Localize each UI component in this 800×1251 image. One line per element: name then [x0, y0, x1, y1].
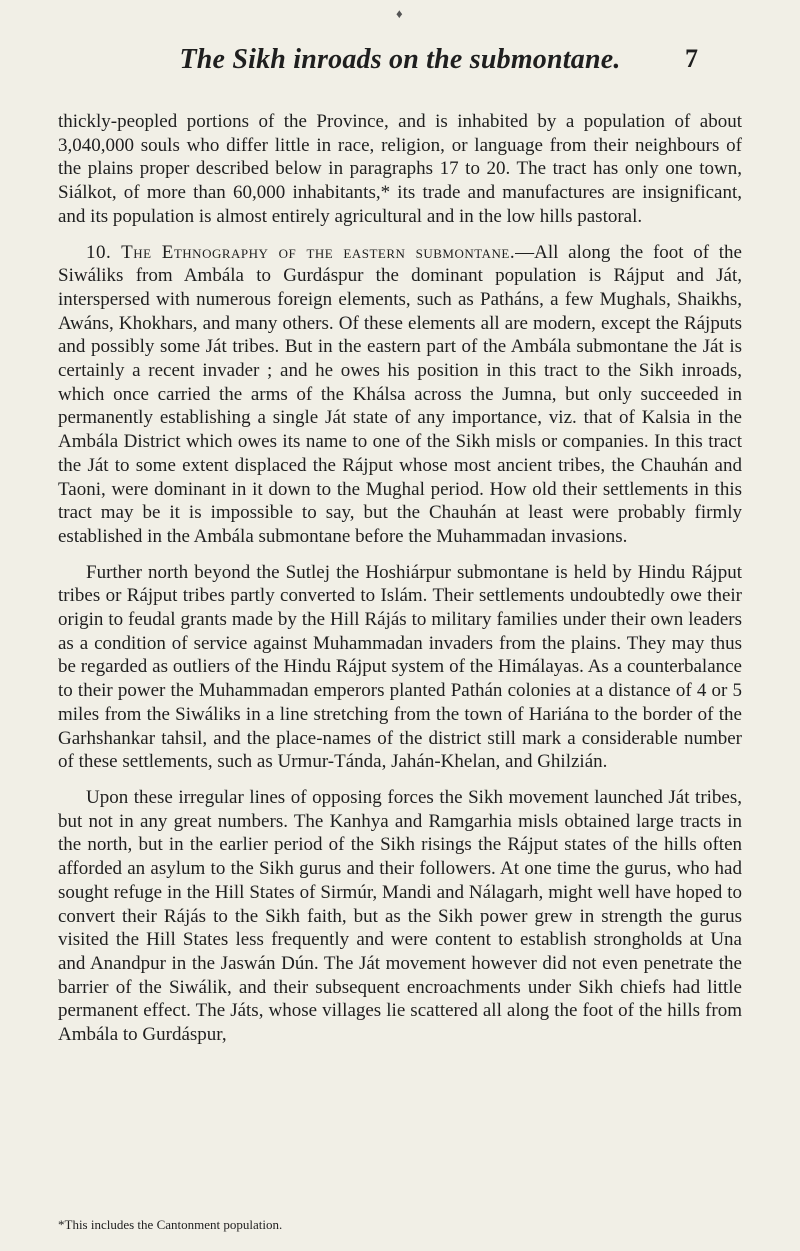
- paragraph-4: Upon these irregular lines of opposing forces the Sikh movement launched Ját tribes, but not in any great numbers. The Kanhya and Ramgarhia misls obtained large tracts in the north, but in the earlier period of the Sikh risings the Rájput states of the hills often afforded an asylum to the Sikh gurus and their followers. At one time the gurus, who had sought refuge in the Hill States of Sirmúr, Mandi and Nálagarh, might well have hoped to convert their Rájás to the Sikh faith, but as the Sikh power grew in strength the gurus visited the Hill States less frequently and were content to establish strongholds at Una and Anandpur in the Jaswán Dún. The Ját movement however did not even penetrate the barrier of the Siwálik, and their subsequent encroachments under Sikh chiefs had little permanent effect. The Játs, whose villages lie scattered all along the foot of the hills from Ambála to Gurdáspur,: [58, 786, 742, 1046]
- paragraph-2-body: —All along the foot of the Siwáliks from Ambála to Gurdáspur the dominant population is Rájput and Ját, interspersed with numerous foreign elements, such as Patháns, a few Mughals, Shaikhs, Awáns, Khokhars, and many others. Of these elements all are modern, except the Rájputs and possibly some Ját tribes. But in the eastern part of the Ambála submontane the Ját is certainly a recent invader ; and he owes his position in this tract to the Sikh inroads, which once carried the arms of the Khálsa across the Jumna, but only succeeded in permanently establishing a single Ját state of any importance, viz. that of Kalsia in the Ambála District which owes its name to one of the Sikh misls or companies. In this tract the Ját to some extent displaced the Rájput whose most ancient tribes, the Chauhán and Taoni, were dominant in it down to the Mughal period. How old their settlements in this tract may be it is impossible to say, but the Chauhán at least were probably firmly established in the Ambála submontane before the Muhammadan invasions.: [58, 241, 742, 547]
- ornament-mark: ♦: [396, 6, 403, 21]
- page-header: [102, 44, 698, 80]
- paragraph-3: Further north beyond the Sutlej the Hoshiárpur submontane is held by Hindu Rájput tribes or Rájput tribes partly converted to Islám. Their settlements undoubtedly owe their origin to feudal grants made by the Hill Rájás to military families under their own leaders as a condition of service against Muhammadan invaders from the plains. They may thus be regarded as outliers of the Hindu Rájput system of the Himálayas. As a counterbalance to their power the Muhammadan emperors planted Pathán colonies at a distance of 4 or 5 miles from the Siwáliks in a line stretching from the town of Hariána to the border of the Garhshankar tahsil, and the place-names of the district still mark a considerable number of these settlements, such as Urmur-Tánda, Jahán-Khelan, and Ghilzián.: [58, 561, 742, 773]
- footnote: *This includes the Cantonment population.: [58, 1217, 283, 1232]
- paragraph-1: thickly-peopled portions of the Province, and is inhabited by a population of about 3,040,000 souls who differ little in race, religion, or language from their neighbours of the plains proper described below in paragraphs 17 to 20. The tract has only one town, Siálkot, of more than 60,000 inhabitants,* its trade and manufactures are insignificant, and its population is almost entirely agricultural and in the low hills pastoral.: [58, 111, 742, 227]
- paragraph-2: [58, 241, 742, 549]
- body-text: [58, 110, 742, 1059]
- section-heading: 10. The Ethnography of the eastern submontane.: [86, 241, 516, 263]
- running-title: The Sikh inroads on the submontane.: [179, 44, 621, 75]
- page-number: 7: [685, 44, 698, 73]
